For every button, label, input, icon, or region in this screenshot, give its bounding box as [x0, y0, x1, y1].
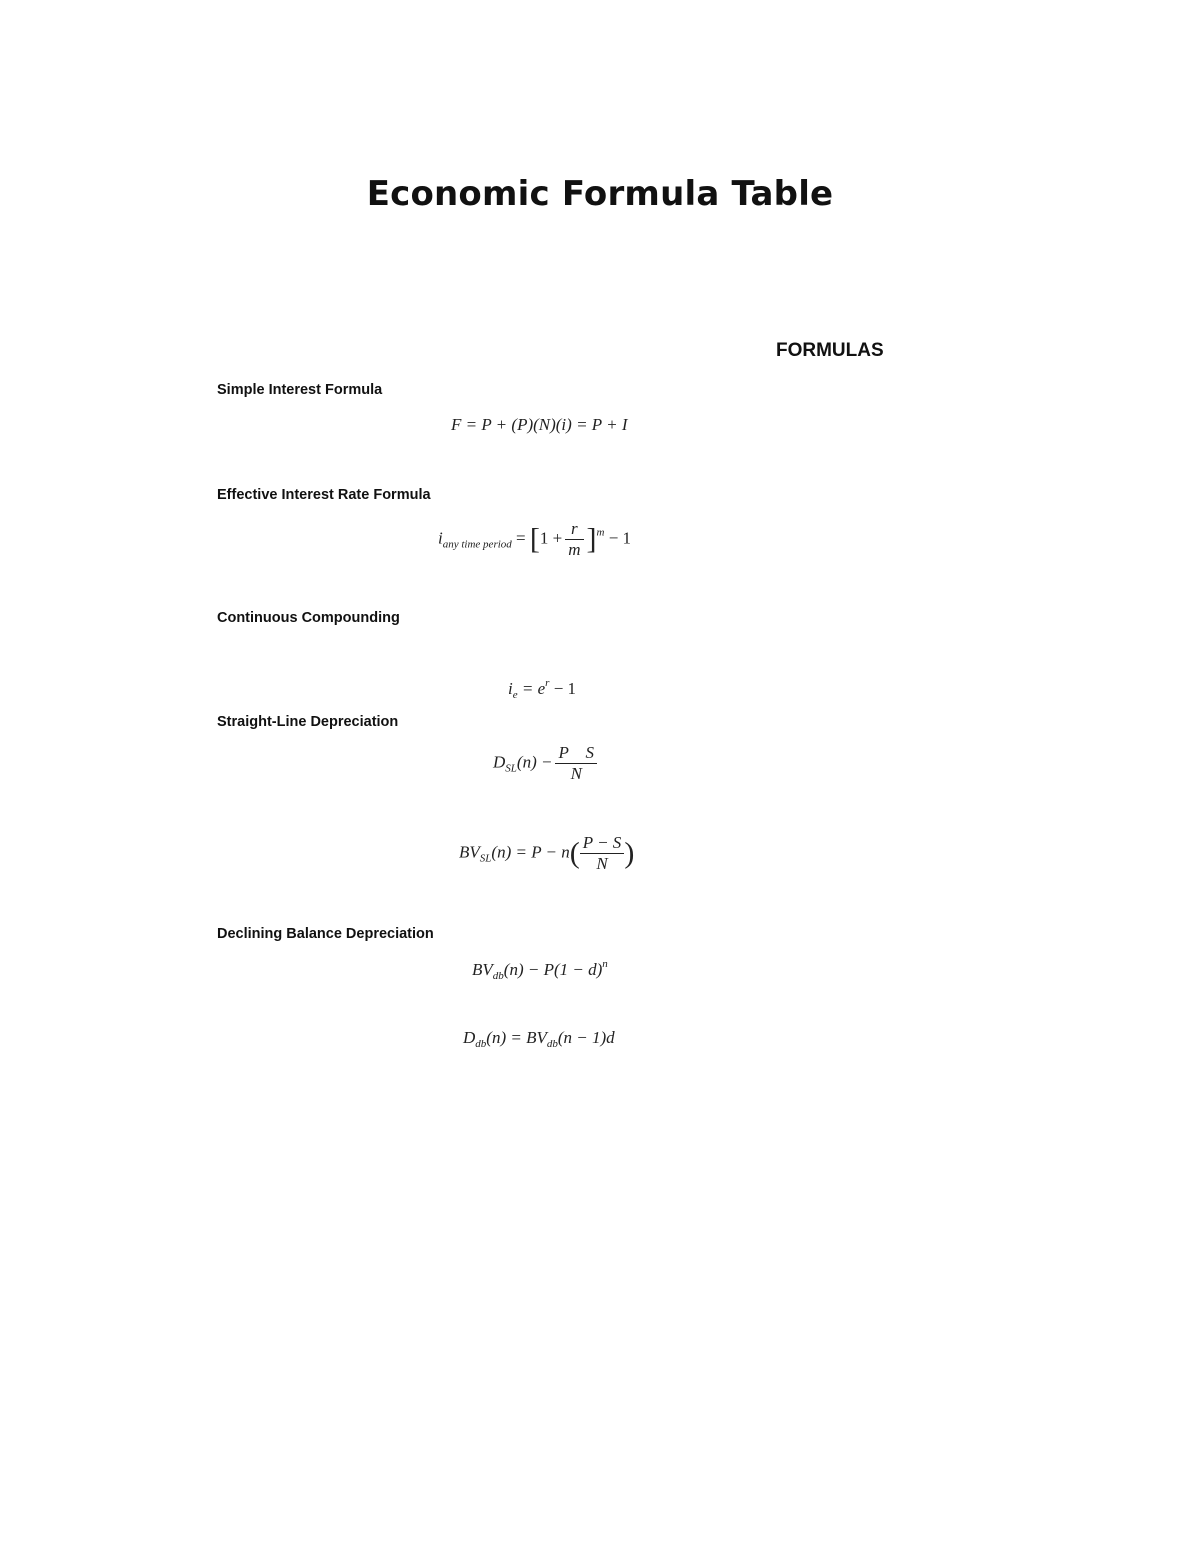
effective-interest-formula	[438, 520, 631, 559]
formula-tail: (n − 1)d	[557, 1028, 615, 1047]
formula-subscript: SL	[505, 762, 517, 775]
formula-bracket-open: [	[529, 522, 540, 556]
fraction-numerator: P − S	[580, 834, 625, 854]
formula-fraction	[565, 520, 583, 559]
formula-term: (n) = BV	[486, 1028, 547, 1047]
formula-symbol: i	[438, 528, 443, 548]
effective-interest-label: Effective Interest Rate Formula	[217, 487, 431, 503]
formula-symbol: BV	[472, 960, 493, 979]
fraction-denominator: N	[596, 854, 608, 873]
formula-fraction	[580, 834, 625, 873]
formula-exponent: n	[602, 958, 608, 970]
formula-term: (n) −	[516, 752, 553, 772]
formula-term: (n) − P(1 − d)	[503, 960, 603, 979]
straight-line-formula-2	[459, 834, 634, 873]
formula-exponent: r	[545, 677, 550, 689]
formula-subscript: any time period	[442, 538, 512, 551]
formula-symbol: BV	[459, 842, 480, 862]
straight-line-label: Straight-Line Depreciation	[217, 714, 399, 730]
formula-tail: − 1	[608, 528, 632, 548]
declining-balance-label: Declining Balance Depreciation	[217, 926, 434, 942]
page-title: Economic Formula Table	[366, 174, 834, 214]
formulas-heading: FORMULAS	[776, 340, 884, 361]
formula-symbol: i	[508, 679, 513, 698]
declining-balance-formula-2	[463, 1028, 615, 1050]
straight-line-formula-1	[493, 744, 600, 783]
formula-term: 1 +	[539, 528, 563, 548]
continuous-compounding-formula	[508, 677, 576, 701]
fraction-numerator: P S	[555, 744, 597, 764]
formula-paren-open: (	[569, 836, 580, 870]
formula-paren-close: )	[624, 836, 635, 870]
formula-exponent: m	[596, 526, 605, 539]
formula-subscript: db	[492, 970, 504, 982]
fraction-numerator: r	[565, 520, 583, 540]
continuous-compounding-label: Continuous Compounding	[217, 610, 400, 626]
formula-bracket-close: ]	[586, 522, 597, 556]
formula-subscript: SL	[479, 852, 492, 865]
formula-fraction	[555, 744, 597, 783]
fraction-denominator: m	[568, 540, 581, 559]
formula-tail: − 1	[553, 679, 577, 698]
formula-term: = e	[521, 679, 546, 698]
fraction-denominator: N	[570, 764, 582, 783]
simple-interest-label: Simple Interest Formula	[217, 382, 383, 398]
formula-subscript: db	[475, 1038, 487, 1050]
simple-interest-formula: F = P + (P)(N)(i) = P + I	[451, 415, 628, 434]
formula-term: (n) = P − n	[491, 842, 570, 862]
formula-symbol: D	[463, 1028, 476, 1047]
formula-subscript: e	[512, 689, 518, 701]
formula-symbol: D	[493, 752, 506, 772]
declining-balance-formula-1	[472, 958, 608, 982]
formula-subscript: db	[546, 1038, 558, 1050]
formula-equals: =	[516, 528, 526, 548]
